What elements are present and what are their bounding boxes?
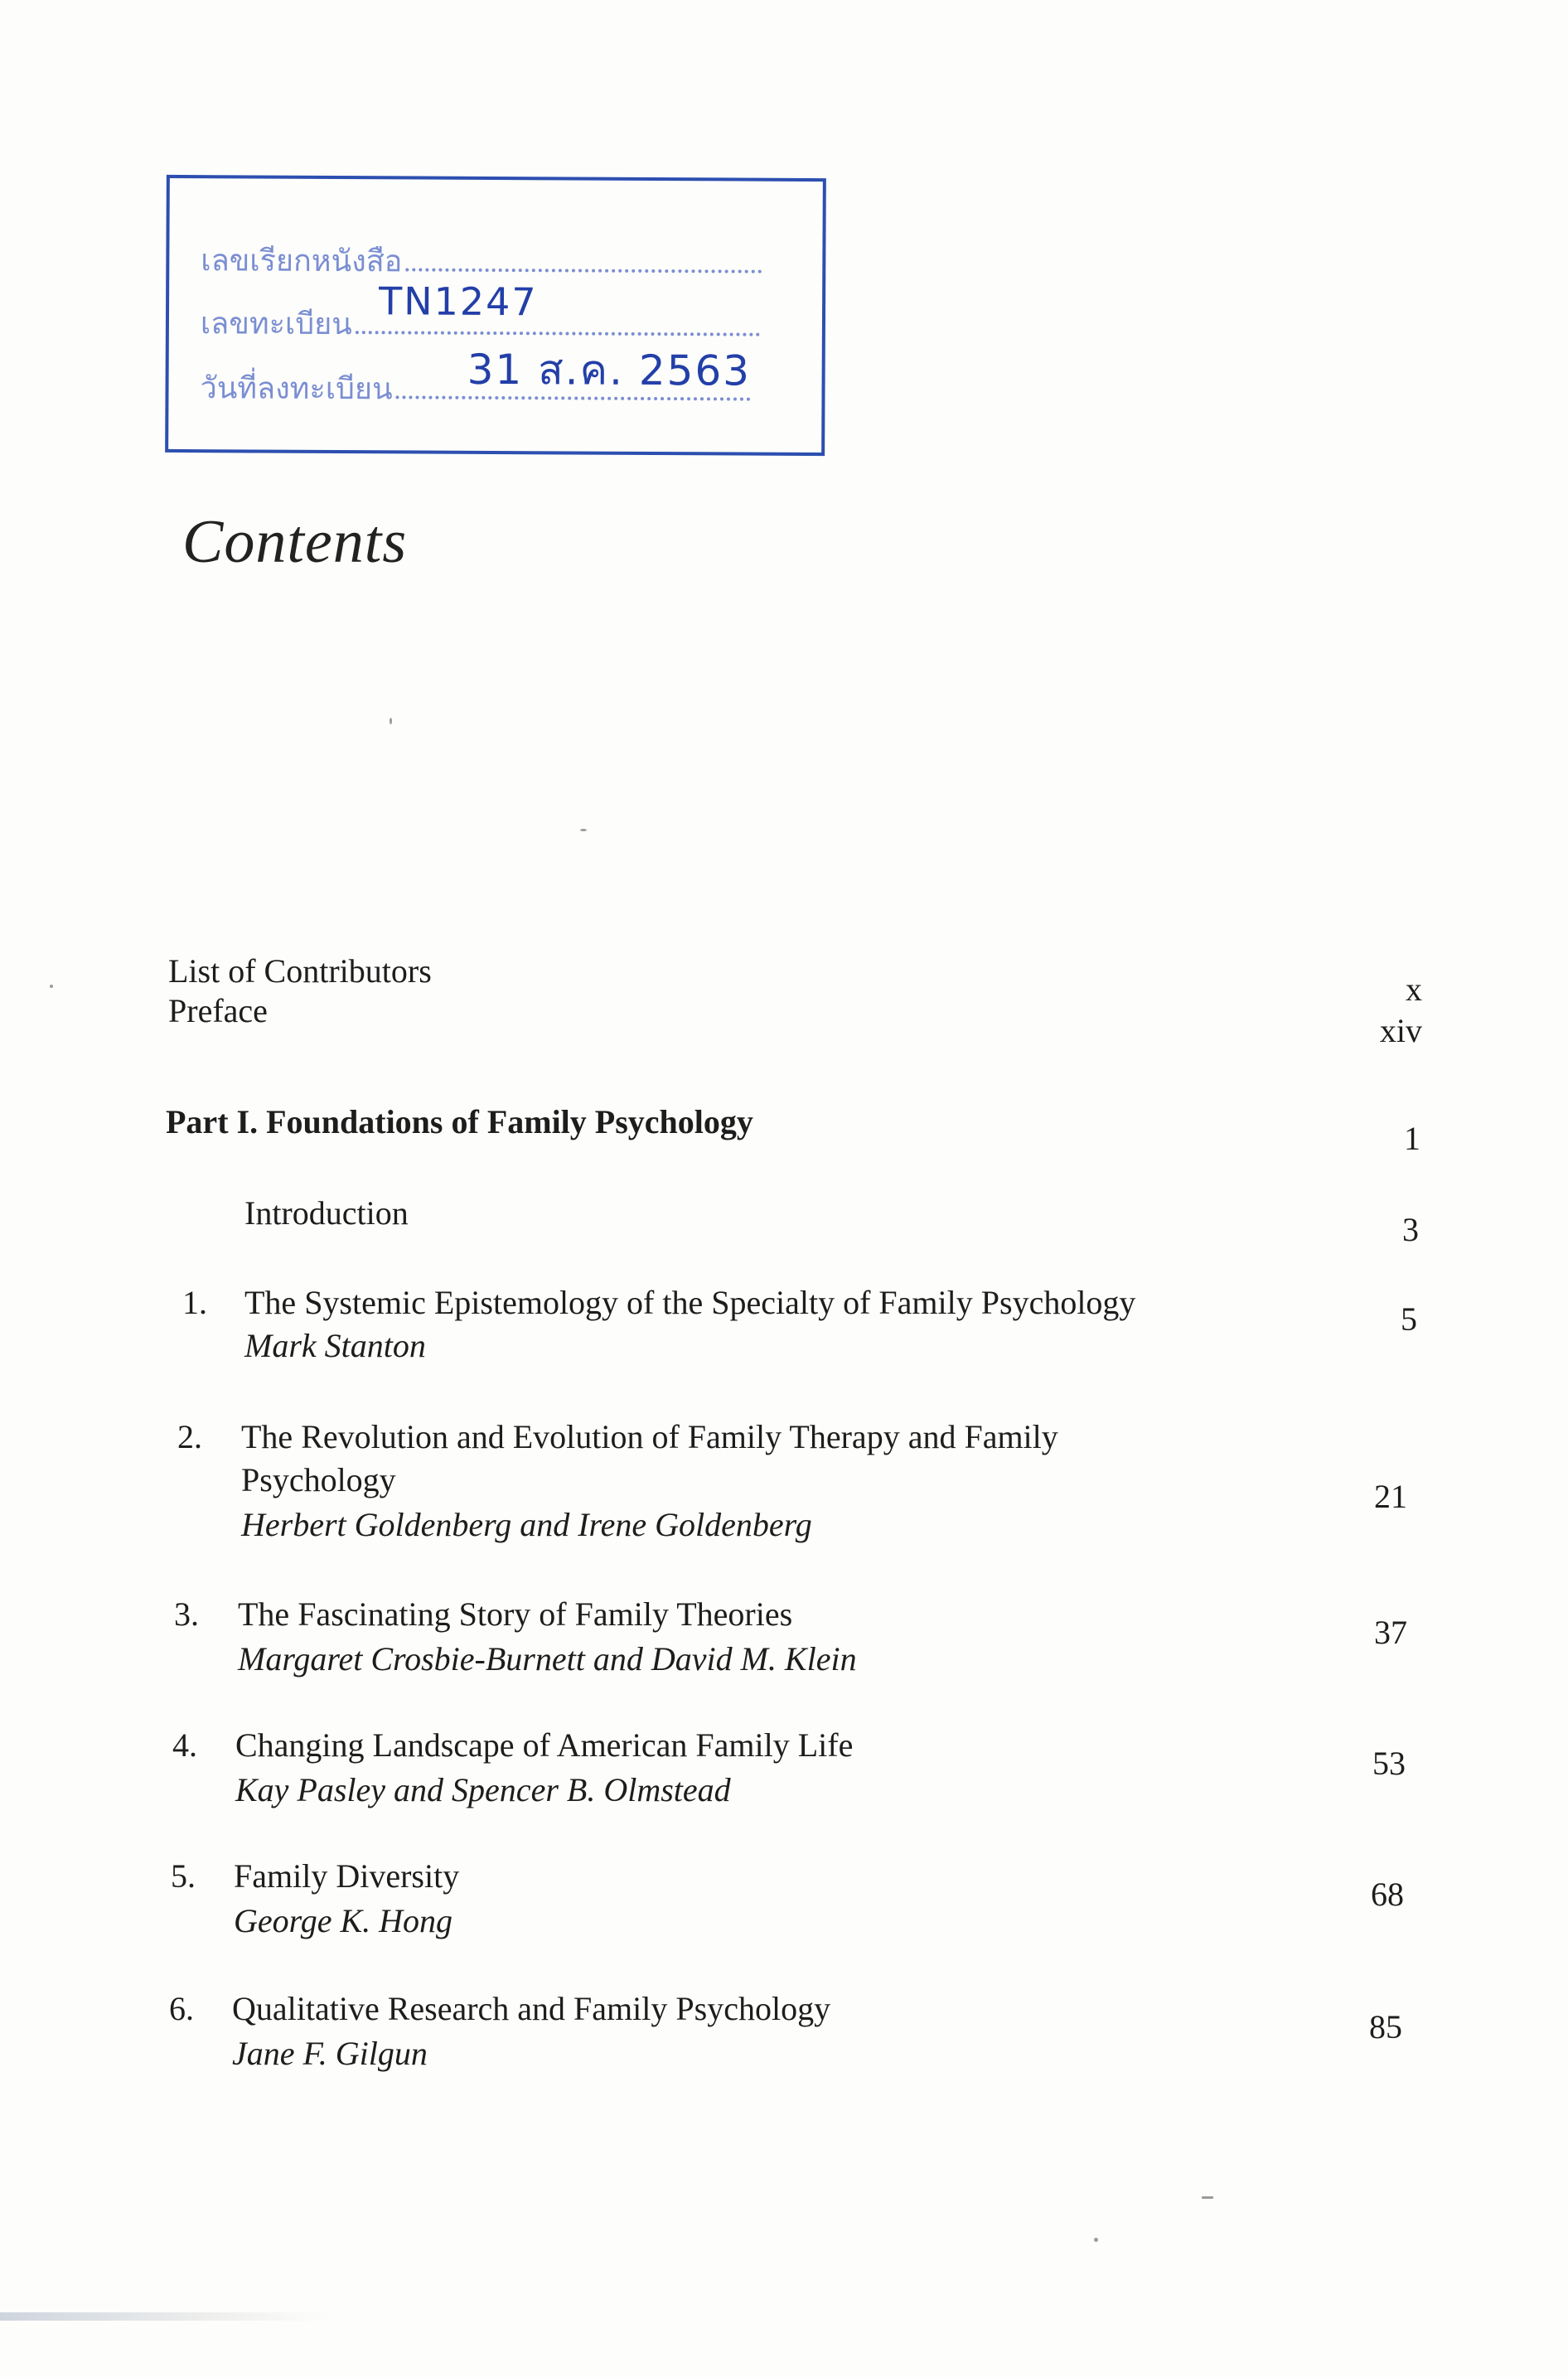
stamp-call-number-label: เลขเรียกหนังสือ: [201, 244, 403, 279]
chapter-number: 5.: [171, 1857, 196, 1895]
library-stamp: [165, 175, 826, 456]
chapter-author: Jane F. Gilgun: [232, 2035, 428, 2072]
chapter-author: Kay Pasley and Spencer B. Olmstead: [235, 1771, 731, 1808]
chapter-author: George K. Hong: [234, 1902, 453, 1939]
chapter-page: 37: [1374, 1614, 1407, 1651]
chapter-page: 53: [1372, 1745, 1406, 1782]
chapter-page: 85: [1369, 2008, 1402, 2045]
stamp-register-value: TN1247: [378, 278, 538, 325]
chapter-number: 1.: [182, 1284, 207, 1321]
chapter-number: 4.: [172, 1726, 197, 1764]
chapter-page: 21: [1374, 1478, 1407, 1515]
introduction-page: 3: [1402, 1211, 1419, 1248]
chapter-number: 2.: [177, 1418, 202, 1455]
chapter-title: The Fascinating Story of Family Theories: [238, 1595, 793, 1633]
scan-speck: [1094, 2238, 1098, 2242]
part-heading-page: 1: [1404, 1120, 1420, 1157]
chapter-title-line-1: The Revolution and Evolution of Family Therapy and Family: [241, 1418, 1058, 1455]
stamp-date-row: [200, 345, 752, 414]
scan-speck: [50, 985, 53, 988]
stamp-register-label: เลขทะเบียน: [200, 307, 352, 342]
chapter-title: Qualitative Research and Family Psychology: [232, 1990, 831, 2027]
chapter-title: The Systemic Epistemology of the Specialty of Family Psychology: [244, 1284, 1136, 1321]
front-matter-preface-page: xiv: [1379, 1012, 1422, 1049]
scan-edge-smudge: [0, 2312, 332, 2321]
chapter-page: 5: [1401, 1300, 1417, 1338]
chapter-title: Family Diversity: [234, 1857, 460, 1895]
introduction-label: Introduction: [244, 1194, 409, 1232]
scan-speck: [390, 718, 392, 724]
stamp-date-label: วันที่ลงทะเบียน: [200, 371, 393, 407]
chapter-number: 6.: [169, 1990, 194, 2027]
chapter-title: Changing Landscape of American Family Life: [235, 1726, 854, 1764]
scan-speck: [580, 829, 587, 831]
chapter-author: Herbert Goldenberg and Irene Goldenberg: [241, 1506, 812, 1543]
front-matter-contributors-page: x: [1406, 971, 1422, 1008]
front-matter-preface: Preface: [168, 992, 268, 1029]
part-heading: Part I. Foundations of Family Psychology: [166, 1103, 753, 1140]
chapter-author: Mark Stanton: [244, 1327, 426, 1364]
chapter-number: 3.: [174, 1595, 199, 1633]
front-matter-contributors: List of Contributors: [168, 952, 432, 990]
chapter-author: Margaret Crosbie-Burnett and David M. Klein: [238, 1640, 857, 1677]
scan-speck: [1202, 2196, 1213, 2199]
chapter-page: 68: [1371, 1876, 1404, 1913]
chapter-title-line-2: Psychology: [241, 1461, 396, 1498]
page-title: Contents: [182, 508, 408, 576]
stamp-date-value: 31 ส.ค. 2563: [467, 345, 752, 395]
